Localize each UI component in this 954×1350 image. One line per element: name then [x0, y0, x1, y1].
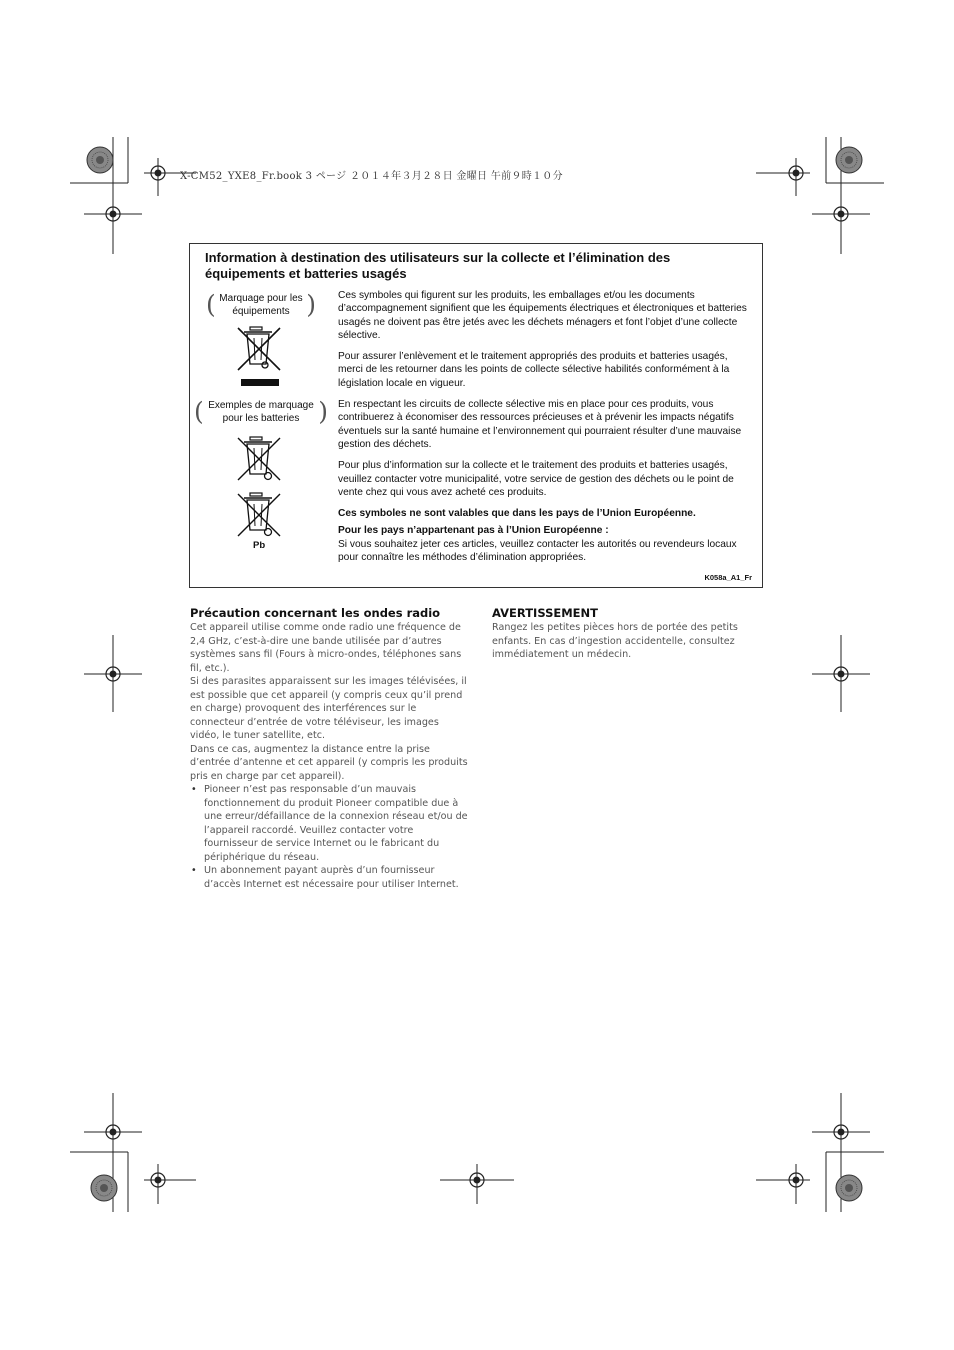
warning-text: Rangez les petites pièces hors de portée des petits enfants. En cas d’ingestion accidentelle, consultez immédiatement un médecin.: [492, 622, 738, 660]
warning-section: [492, 606, 754, 662]
weee-paragraph: Pour plus d’information sur la collecte et le traitement des produits et batteries usagés, veuillez contacter votre municipalité, votre service de gestion des déchets ou le point de vente chez qui vous avez acheté ces produits.: [338, 460, 734, 498]
non-eu-text: Si vous souhaitez jeter ces articles, veuillez contacter les autorités ou revendeurs locaux pour connaître les méthodes d’élimination appropriées.: [338, 538, 737, 564]
equipment-marking-text: Marquage pour les équipements: [219, 293, 303, 317]
weee-paragraph: En respectant les circuits de collecte sélective mis en place pour ces produits, vous contribuerez à économiser des ressources précieuses et à prévenir les impacts négatifs éventuels sur la santé humaine et l’environnement qui pourraient résulter d’une mauvaise gestion des déchets.: [338, 399, 742, 450]
weee-body: [338, 289, 750, 564]
radio-precaution-section: [190, 606, 468, 891]
crossed-bin-equipment-icon: [234, 324, 286, 390]
radio-paragraph: Si des parasites apparaissent sur les images télévisées, il est possible que cet appareil (y compris ceux qu’il prend en charge) provoquent des interférences sur le connecteur d’entrée de votre téléviseur, les images vidéo, le tuner satellite, etc.: [190, 676, 467, 741]
pb-label: Pb: [253, 540, 266, 551]
reference-code: K058a_A1_Fr: [704, 573, 752, 582]
radio-precaution-heading: Précaution concernant les ondes radio: [190, 606, 441, 620]
print-file-info: X-CM52_YXE8_Fr.book 3 ページ ２０１４年３月２８日 金曜日 午前９時１０分: [180, 171, 563, 182]
crossed-bin-pb-battery-icon: [234, 490, 286, 540]
eu-note: Ces symboles ne sont valables que dans les pays de l’Union Européenne.: [338, 508, 696, 520]
list-item: • Pioneer n’est pas responsable d’un mauvais fonctionnement du produit Pioneer compatible due à une erreur/défaillance de la connexion réseau et/ou de l’appareil raccordé. Veuillez contacter votre fournisseur de service Internet ou le fabricant du périphérique du réseau.: [190, 783, 468, 864]
warning-heading: AVERTISSEMENT: [492, 606, 599, 620]
radio-paragraph: Dans ce cas, augmentez la distance entre la prise d’entrée d’antenne et cet appareil (y compris les produits pris en charge par cet appareil).: [190, 743, 468, 782]
list-item: • Un abonnement payant auprès d’un fournisseur d’accès Internet est nécessaire pour utiliser Internet.: [190, 864, 468, 891]
weee-information-box: [189, 243, 763, 588]
crossed-bin-battery-icon: [234, 434, 286, 484]
weee-title: Information à destination des utilisateurs sur la collecte et l’élimination des équipements et batteries usagés: [205, 250, 671, 281]
battery-marking-text: Exemples de marquage pour les batteries: [208, 400, 314, 424]
weee-paragraph: Pour assurer l’enlèvement et le traitement appropriés des produits et batteries usagés, merci de les retourner dans les points de collecte sélective habilités conformément à la législation locale en vigueur.: [338, 351, 730, 389]
radio-paragraph: Cet appareil utilise comme onde radio une fréquence de 2,4 GHz, c’est-à-dire une bande utilisée par d’autres systèmes sans fil (Fours à micro-ondes, téléphones sans fil, etc.).: [190, 622, 462, 674]
equipment-marking-label: ( Marquage pour les équipements ): [206, 290, 316, 319]
weee-paragraph: Ces symboles qui figurent sur les produits, les emballages et/ou les documents d’accompagnement signifient que les équipements électriques et électroniques et batteries usagés ne doivent pas être jetés avec les déchets ménagers et font l’objet d’une collecte sélective.: [338, 290, 747, 341]
battery-marking-label: ( Exemples de marquage pour les batteries ): [194, 397, 328, 426]
radio-bullet-list: [190, 783, 468, 891]
non-eu-heading: Pour les pays n’appartenant pas à l’Union Européenne :: [338, 525, 609, 537]
